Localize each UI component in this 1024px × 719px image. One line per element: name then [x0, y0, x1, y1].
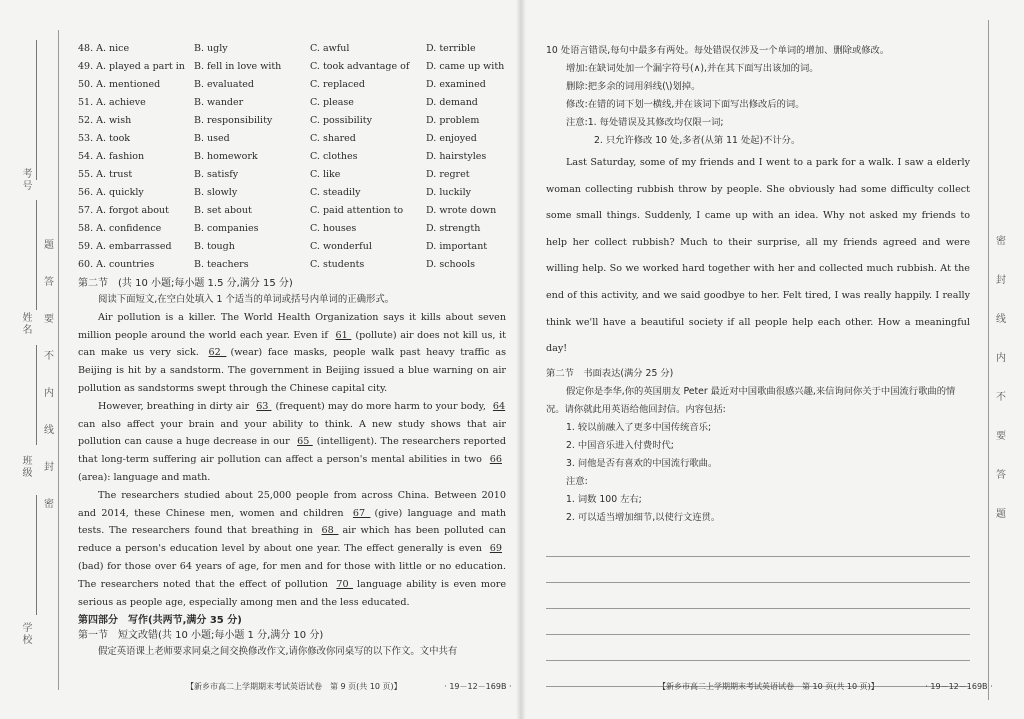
option-row — [78, 184, 506, 202]
option-cell: 51. A. achieve — [78, 97, 146, 108]
option-cell: B. evaluated — [194, 79, 255, 90]
seal-char: 要 — [44, 314, 54, 325]
writing-line[interactable] — [546, 635, 970, 661]
option-row — [78, 202, 506, 220]
option-cell: C. houses — [310, 223, 357, 234]
text: (give) language and math tests. The researchers found that breathing in — [78, 507, 506, 537]
option-cell: B. slowly — [194, 187, 238, 198]
paragraph-2 — [78, 398, 506, 487]
footer-title: 【新乡市高二上学期期末考试英语试卷 第 10 页(共 10 页)】 — [658, 682, 879, 691]
option-cell: 49. A. played a part in — [78, 61, 185, 72]
option-cell: B. companies — [194, 223, 259, 234]
blank-70: 70 — [336, 578, 354, 590]
label-exam-number: 考号 — [20, 168, 31, 192]
option-cell: C. students — [310, 259, 365, 270]
footer-title: 【新乡市高二上学期期末考试英语试卷 第 9 页(共 10 页)】 — [186, 682, 402, 691]
paragraph-1 — [78, 309, 506, 398]
part4-title: 第四部分 写作(共两节,满分 35 分) — [78, 615, 242, 627]
seal-char: 线 — [996, 314, 1006, 325]
option-row — [78, 166, 506, 184]
option-cell: B. responsibility — [194, 115, 273, 126]
option-cell: D. wrote down — [426, 205, 497, 216]
number-line — [36, 40, 37, 180]
option-cell: D. demand — [426, 97, 478, 108]
option-row — [78, 148, 506, 166]
option-cell: 54. A. fashion — [78, 151, 145, 162]
option-cell: 48. A. nice — [78, 43, 130, 54]
text: (frequent) may do more harm to your body, — [275, 400, 489, 412]
part4-intro: 假定英语课上老师要求同桌之间交换修改作文,请你修改你同桌写的以下作文。文中共有 — [98, 646, 458, 658]
options-table — [78, 40, 506, 274]
seal-char: 要 — [996, 431, 1006, 442]
option-cell: 55. A. trust — [78, 169, 133, 180]
blank-65: 65 — [297, 436, 313, 448]
option-cell: C. please — [310, 97, 354, 108]
option-cell: B. satisfy — [194, 169, 239, 180]
option-cell: 53. A. took — [78, 133, 131, 144]
option-cell: B. fell in love with — [194, 61, 282, 72]
blank-61: 61 — [335, 329, 352, 341]
section2-instruction: 阅读下面短文,在空白处填入 1 个适当的单词或括号内单词的正确形式。 — [98, 294, 395, 305]
writing-prompt: 假定你是李华,你的英国朋友 Peter 最近对中国歌曲很感兴趣,来信询问你关于中国流行歌曲的情况。请你就此用英语给他回封信。内容包括: — [546, 385, 956, 415]
option-cell: B. used — [194, 133, 230, 144]
seal-char: 答 — [44, 277, 54, 288]
option-cell: C. wonderful — [310, 241, 372, 252]
text: language ability is even more serious as people age, especially among men and the less educated. — [78, 578, 506, 608]
option-row — [78, 220, 506, 238]
footer-left — [186, 681, 512, 692]
option-cell: D. problem — [426, 115, 480, 126]
option-cell: 52. A. wish — [78, 115, 132, 126]
writing-line[interactable] — [546, 557, 970, 583]
text: Air pollution is a killer. The World Health Organization says it kills about seven million people around the world each year. Even if — [78, 311, 506, 341]
footer-right — [658, 681, 993, 692]
text: (intelligent). The researchers reported that long-term suffering air pollution can affect a person's mental abilities in two — [78, 436, 506, 466]
seal-line-right — [988, 20, 989, 700]
option-cell: B. ugly — [194, 43, 228, 54]
prompt-item: 2. 可以适当增加细节,以使行文连贯。 — [566, 511, 721, 523]
option-cell: C. shared — [310, 133, 356, 144]
text: air which has been polluted can reduce a person's education level by about one year. The effect generally is even — [78, 525, 506, 555]
seal-char: 封 — [44, 462, 54, 473]
text: (bad) for those over 64 years of age, for men and for those with little or no education. The researchers noted that the effect of pollution — [78, 560, 506, 590]
option-row — [78, 94, 506, 112]
rule-line: 删除:把多余的词用斜线(\)划掉。 — [566, 81, 701, 92]
paragraph-3 — [78, 487, 506, 612]
seal-char: 答 — [996, 470, 1006, 481]
text: (wear) face masks, people walk past heavy traffic as Beijing is hit by a sandstorm. The government in Beijing issued a blue warning on air pollution as sandstorms swept through the Chinese capital city. — [78, 347, 507, 394]
writing-section-title: 第二节 书面表达(满分 25 分) — [546, 367, 674, 379]
seal-chars-left — [44, 236, 54, 510]
writing-line[interactable] — [546, 531, 970, 557]
seal-char: 内 — [996, 353, 1006, 364]
option-cell: 50. A. mentioned — [78, 79, 161, 90]
prompt-item: 1. 较以前融入了更多中国传统音乐; — [566, 421, 712, 433]
blank-69: 69 — [489, 543, 502, 555]
option-cell: D. came up with — [426, 61, 505, 72]
seal-char: 题 — [44, 240, 54, 251]
left-page — [78, 40, 506, 661]
rule-line: 修改:在错的词下划一横线,并在该词下面写出修改后的词。 — [566, 99, 805, 110]
seal-char: 密 — [996, 236, 1006, 247]
option-cell: C. clothes — [310, 151, 358, 162]
rule-line: 增加:在缺词处加一个漏字符号(∧),并在其下面写出该加的词。 — [566, 63, 819, 74]
prompt-item: 1. 词数 100 左右; — [566, 493, 642, 505]
option-cell: 56. A. quickly — [78, 187, 144, 198]
seal-char: 题 — [996, 509, 1006, 520]
seal-char: 内 — [44, 388, 54, 399]
option-cell: C. took advantage of — [310, 61, 410, 72]
blank-63: 63 — [256, 400, 272, 412]
footer-code: · 19－12－169B · — [444, 682, 512, 691]
option-cell: C. replaced — [310, 79, 365, 90]
right-binding-margin — [974, 0, 1024, 719]
seal-chars-right — [996, 232, 1006, 520]
footer-code: · 19－12－169B · — [925, 682, 993, 691]
option-cell: C. paid attention to — [310, 205, 404, 216]
school-line — [36, 495, 37, 615]
error-correction-essay: Last Saturday, some of my friends and I went to a park for a walk. I saw a elderly woman collecting rubbish throw by people. She obviously had some difficulty collect some small things. Suddenly, I came up with an idea. Why not asked my friends to help her collect rubbish? Much to their surprise, all my friends agreed and were willing help. So we worked hard together with her and collected much rubbish. At the end of this activity, and we said goodbye to her. Felt tired, I was really happily. I really think we'll have a beautiful society if all people help each other. How a meaningful day! — [546, 157, 970, 355]
option-cell: B. teachers — [194, 259, 249, 270]
seal-char: 不 — [44, 351, 54, 362]
prompt-item: 2. 中国音乐进入付费时代; — [566, 439, 674, 451]
blank-67: 67 — [352, 507, 371, 519]
option-cell: 59. A. embarrassed — [78, 241, 172, 252]
left-binding-margin — [0, 0, 64, 719]
writing-line[interactable] — [546, 583, 970, 609]
rule-line: 10 处语言错误,每句中最多有两处。每处错误仅涉及一个单词的增加、删除或修改。 — [546, 45, 890, 56]
option-cell: D. examined — [426, 79, 486, 90]
option-row — [78, 130, 506, 148]
option-cell: D. schools — [426, 259, 475, 270]
label-class: 班级 — [20, 455, 31, 479]
option-cell: D. regret — [426, 169, 470, 180]
rule-line: 2. 只允许修改 10 处,多者(从第 11 处起)不计分。 — [594, 135, 801, 146]
option-cell: B. homework — [194, 151, 258, 162]
seal-char: 线 — [44, 425, 54, 436]
text: However, breathing in dirty air — [98, 400, 253, 412]
label-name: 姓名 — [20, 312, 31, 336]
option-cell: 57. A. forgot about — [78, 205, 169, 216]
option-cell: D. terrible — [426, 43, 476, 54]
part4-subsection: 第一节 短文改错(共 10 小题;每小题 1 分,满分 10 分) — [78, 630, 324, 642]
option-cell: C. possibility — [310, 115, 372, 126]
class-line — [36, 345, 37, 445]
option-cell: D. luckily — [426, 187, 471, 198]
section2-title: 第二节 (共 10 小题;每小题 1.5 分,满分 15 分) — [78, 278, 293, 289]
blank-66: 66 — [489, 454, 502, 466]
label-school: 学校 — [20, 622, 31, 646]
text: The researchers studied about 25,000 people from across China. Between 2010 and 2014, these Chinese men, women and children — [78, 489, 506, 519]
option-row — [78, 58, 506, 76]
option-cell: 58. A. confidence — [78, 223, 162, 234]
option-cell: C. like — [310, 169, 341, 180]
rule-line: 注意:1. 每处错误及其修改均仅限一词; — [566, 117, 724, 128]
writing-area[interactable] — [546, 531, 970, 687]
option-row — [78, 256, 506, 274]
writing-line[interactable] — [546, 609, 970, 635]
seal-char: 封 — [996, 275, 1006, 286]
option-cell: C. steadily — [310, 187, 361, 198]
option-cell: D. hairstyles — [426, 151, 487, 162]
seal-char: 密 — [44, 499, 54, 510]
blank-64: 64 — [492, 400, 506, 412]
option-row — [78, 238, 506, 256]
option-cell: D. important — [426, 241, 488, 252]
name-line — [36, 200, 37, 310]
seal-line — [58, 30, 59, 690]
seal-char: 不 — [996, 392, 1006, 403]
text: (pollute) air does not kill us, it can make us very sick. — [78, 329, 506, 359]
option-row — [78, 76, 506, 94]
option-cell: C. awful — [310, 43, 350, 54]
prompt-item: 3. 问他是否有喜欢的中国流行歌曲。 — [566, 457, 718, 469]
option-cell: B. tough — [194, 241, 235, 252]
blank-62: 62 — [208, 347, 227, 359]
page-fold — [516, 0, 526, 719]
option-cell: D. enjoyed — [426, 133, 477, 144]
right-page — [546, 42, 970, 687]
prompt-item: 注意: — [566, 475, 588, 487]
option-row — [78, 112, 506, 130]
blank-68: 68 — [321, 525, 339, 537]
option-cell: D. strength — [426, 223, 481, 234]
text: (area): language and math. — [78, 471, 211, 483]
option-cell: B. set about — [194, 205, 252, 216]
option-cell: B. wander — [194, 97, 244, 108]
option-cell: 60. A. countries — [78, 259, 155, 270]
option-row — [78, 40, 506, 58]
text: can also affect your brain and your ability to think. A new study shows that air pollution can cause a huge decrease in our — [78, 418, 506, 448]
